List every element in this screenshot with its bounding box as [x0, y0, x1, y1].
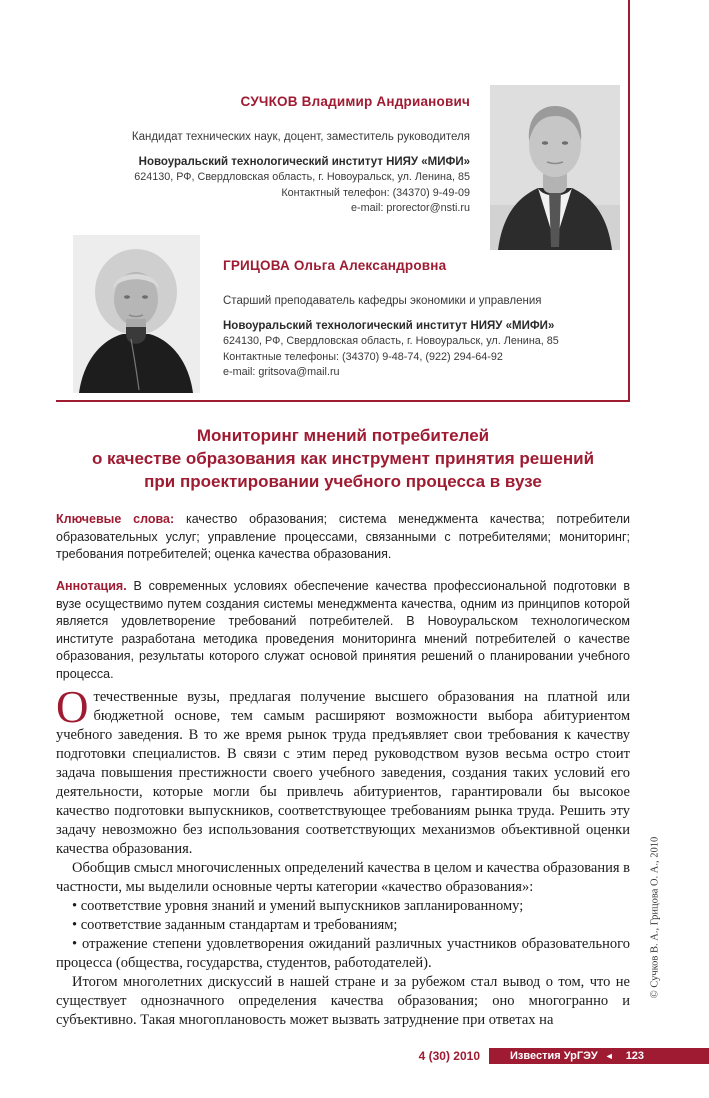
abstract-paragraph: [56, 578, 630, 683]
author-email: e-mail: prorector@nsti.ru: [351, 202, 470, 214]
vertical-rule: [628, 0, 630, 402]
copyright-vertical-text: © Сучков В. А., Грицова О. А., 2010: [649, 836, 661, 999]
keywords-label: Ключевые слова:: [56, 512, 175, 526]
article-title-line-1: Мониторинг мнений потребителей: [196, 426, 490, 445]
author-address: 624130, РФ, Свердловская область, г. Новоуральск, ул. Ленина, 85: [223, 335, 559, 347]
bullet-glyph: •: [72, 936, 78, 952]
article-title-line-3: при проектировании учебного процесса в вузе: [144, 472, 542, 491]
left-arrow-icon: ◄: [604, 1051, 614, 1061]
body-paragraph-1: [56, 682, 630, 859]
body-paragraph-2: Обобщив смысл многочисленных определений качества в целом и качества образования в частности, мы выделили основные черты категории «качество образования»:: [56, 860, 630, 895]
dropcap-letter: О: [56, 682, 89, 732]
author-phone: Контактный телефон: (34370) 9-49-09: [281, 186, 470, 199]
abstract-label: Аннотация.: [56, 579, 127, 593]
article-title: [56, 424, 630, 493]
footer-page-number: 123: [625, 1050, 645, 1062]
author-position: Кандидат технических наук, доцент, заместитель руководителя: [131, 131, 470, 143]
footer-journal-name: Известия УрГЭУ: [510, 1050, 598, 1062]
bullet-item-2: [56, 916, 630, 935]
author-name: СУЧКОВ Владимир Андрианович: [240, 94, 470, 109]
author-photo-gritsova: [73, 235, 200, 393]
body-paragraph-3: Итогом многолетних дискуссий в нашей стране и за рубежом стал вывод о том, что не существует однозначного определения качества образования; оно многогранно и субъективно. Такая многоплановость может вызвать затруднение при ответах на: [56, 974, 630, 1028]
keywords-paragraph: [56, 511, 630, 564]
article-title-line-2: о качестве образования как инструмент принятия решений: [91, 449, 595, 468]
footer-issue-number: 4 (30) 2010: [418, 1049, 480, 1063]
author-institute: Новоуральский технологический институт НИЯУ «МИФИ»: [138, 156, 470, 168]
article-body: [56, 682, 630, 1030]
author-name: ГРИЦОВА Ольга Александровна: [223, 258, 447, 273]
abstract-text: В современных условиях обеспечение качества профессиональной подготовки в вузе осуществимо путем создания системы менеджмента качества, одним из принципов которой является удовлетворение требований потребителей. В Новоуральском технологическом институте разработана методика проведения мониторинга мнений потребителей о качестве образования, результаты которого служат основой принятия решений о планировании учебного процесса.: [56, 579, 630, 681]
author-block-gritsova: [223, 258, 623, 381]
keywords-text: качество образования; система менеджмента качества; потребители образовательных услуг; управление процессами, связанными с потребителями; мониторинг; требования потребителей; оценка качества образования.: [56, 512, 630, 561]
author-phone: Контактные телефоны: (34370) 9-48-74, (922) 294-64-92: [223, 350, 503, 363]
bullet-item-3-text: отражение степени удовлетворения ожиданий различных участников образовательного процесса (общества, государства, студентов, работодателей).: [56, 936, 630, 971]
author-position: Старший преподаватель кафедры экономики и управления: [223, 295, 542, 307]
bullet-item-3: [56, 935, 630, 973]
bullet-item-1: [56, 897, 630, 916]
bullet-glyph: •: [72, 898, 78, 914]
author-photo-suchkov: [490, 85, 620, 250]
footer-journal-bar: [489, 1048, 709, 1064]
bullet-glyph: •: [72, 917, 78, 933]
bullet-item-2-text: соответствие заданным стандартам и требованиям;: [77, 917, 398, 933]
author-address: 624130, РФ, Свердловская область, г. Новоуральск, ул. Ленина, 85: [134, 171, 470, 183]
author-email: e-mail: gritsova@mail.ru: [223, 366, 340, 378]
body-paragraph-1-text: течественные вузы, предлагая получение высшего образования на платной или бюджетной основе, тем самым расширяют возможности выбора абитуриентом учебного заведения. В то же время рынок труда предъявляет свои требования к качеству подготовки специалистов. В связи с этим перед руководством вузов весьма остро стоит задача повышения престижности своего учебного заведения, создания таких условий его деятельности, которые могли бы привлечь абитуриентов, гарантировали бы высокое качество подготовки выпускников, соответствующее требованиям рынка труда. Решить эту задачу невозможно без использования соответствующих механизмов объективной оценки качества образования.: [56, 689, 630, 857]
horizontal-rule: [56, 400, 630, 402]
bullet-item-1-text: соответствие уровня знаний и умений выпускников запланированному;: [77, 898, 524, 914]
author-institute: Новоуральский технологический институт НИЯУ «МИФИ»: [223, 320, 555, 332]
author-block-suchkov: [120, 94, 470, 217]
